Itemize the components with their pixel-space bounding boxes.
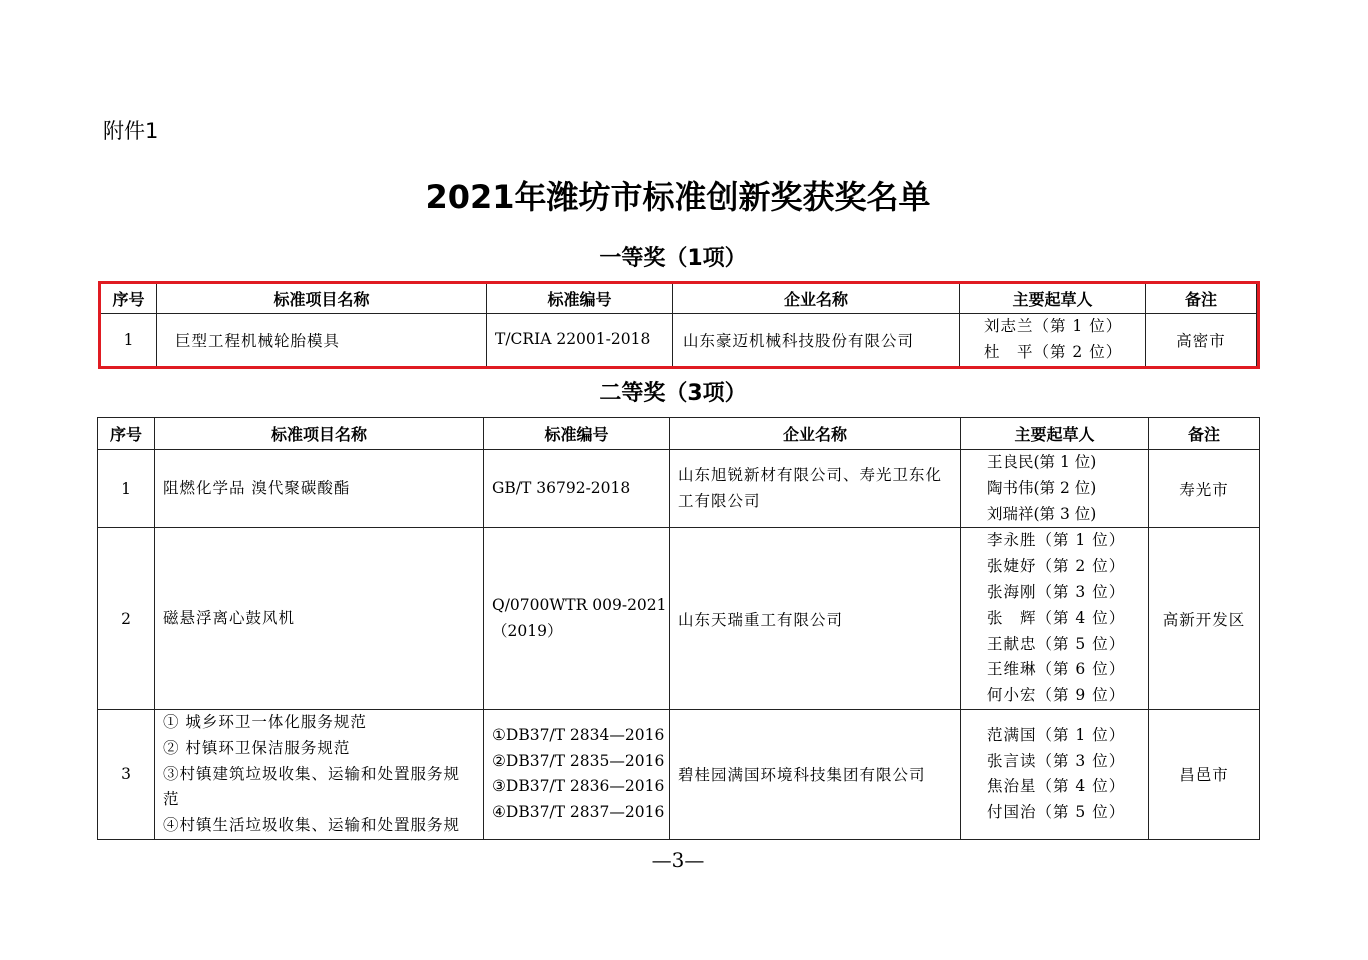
header-no: 序号 xyxy=(101,284,157,314)
cell-project: 巨型工程机械轮胎模具 xyxy=(157,314,487,367)
cell-code: T/CRIA 22001-2018 xyxy=(487,314,673,367)
cell-company: 山东旭锐新材有限公司、寿光卫东化工有限公司 xyxy=(670,450,961,528)
header-code: 标准编号 xyxy=(487,284,673,314)
cell-code: GB/T 36792-2018 xyxy=(484,450,670,528)
table-row xyxy=(101,314,1257,367)
header-company: 企业名称 xyxy=(670,418,961,450)
cell-project: 阻燃化学品 溴代聚碳酸酯 xyxy=(155,450,484,528)
table-row xyxy=(98,450,1260,528)
header-project: 标准项目名称 xyxy=(155,418,484,450)
page-number: —3— xyxy=(651,848,705,872)
cell-no: 3 xyxy=(98,709,155,839)
cell-no: 2 xyxy=(98,528,155,710)
cell-drafters: 王良民(第 1 位) 陶书伟(第 2 位) 刘瑞祥(第 3 位) xyxy=(961,450,1149,528)
cell-company: 山东天瑞重工有限公司 xyxy=(670,528,961,710)
attachment-label: 附件1 xyxy=(103,119,159,143)
header-drafters: 主要起草人 xyxy=(961,418,1149,450)
header-no: 序号 xyxy=(98,418,155,450)
table-row xyxy=(98,709,1260,839)
header-company: 企业名称 xyxy=(673,284,960,314)
second-prize-heading: 二等奖（3项） xyxy=(599,381,747,406)
table-row xyxy=(98,528,1260,710)
second-prize-table xyxy=(97,417,1260,840)
cell-project: 磁悬浮离心鼓风机 xyxy=(155,528,484,710)
header-code: 标准编号 xyxy=(484,418,670,450)
cell-note: 寿光市 xyxy=(1149,450,1260,528)
document-title: 2021年潍坊市标准创新奖获奖名单 xyxy=(425,178,931,216)
table-header-row xyxy=(98,418,1260,450)
first-prize-heading: 一等奖（1项） xyxy=(599,246,747,271)
cell-no: 1 xyxy=(101,314,157,367)
cell-code: ①DB37/T 2834—2016 ②DB37/T 2835—2016 ③DB37/T 2836—2016 ④DB37/T 2837—2016 xyxy=(484,709,670,839)
cell-drafters: 范满国（第 1 位） 张言读（第 3 位） 焦治星（第 4 位） 付国治（第 5 位） xyxy=(961,709,1149,839)
cell-drafters: 李永胜（第 1 位） 张婕妤（第 2 位） 张海刚（第 3 位） 张 辉（第 4 位） 王献忠（第 5 位） 王维琳（第 6 位） 何小宏（第 9 位） xyxy=(961,528,1149,710)
header-note: 备注 xyxy=(1149,418,1260,450)
cell-drafters: 刘志兰（第 1 位） 杜 平（第 2 位） xyxy=(960,314,1146,367)
header-project: 标准项目名称 xyxy=(157,284,487,314)
cell-code: Q/0700WTR 009-2021 （2019） xyxy=(484,528,670,710)
cell-company: 碧桂园满国环境科技集团有限公司 xyxy=(670,709,961,839)
first-prize-table xyxy=(100,283,1257,367)
cell-note: 高密市 xyxy=(1146,314,1257,367)
cell-no: 1 xyxy=(98,450,155,528)
table-header-row xyxy=(101,284,1257,314)
cell-project: ① 城乡环卫一体化服务规范 ② 村镇环卫保洁服务规范 ③村镇建筑垃圾收集、运输和处置服务规范 ④村镇生活垃圾收集、运输和处置服务规 xyxy=(155,709,484,839)
cell-note: 昌邑市 xyxy=(1149,709,1260,839)
header-drafters: 主要起草人 xyxy=(960,284,1146,314)
header-note: 备注 xyxy=(1146,284,1257,314)
cell-note: 高新开发区 xyxy=(1149,528,1260,710)
cell-company: 山东豪迈机械科技股份有限公司 xyxy=(673,314,960,367)
